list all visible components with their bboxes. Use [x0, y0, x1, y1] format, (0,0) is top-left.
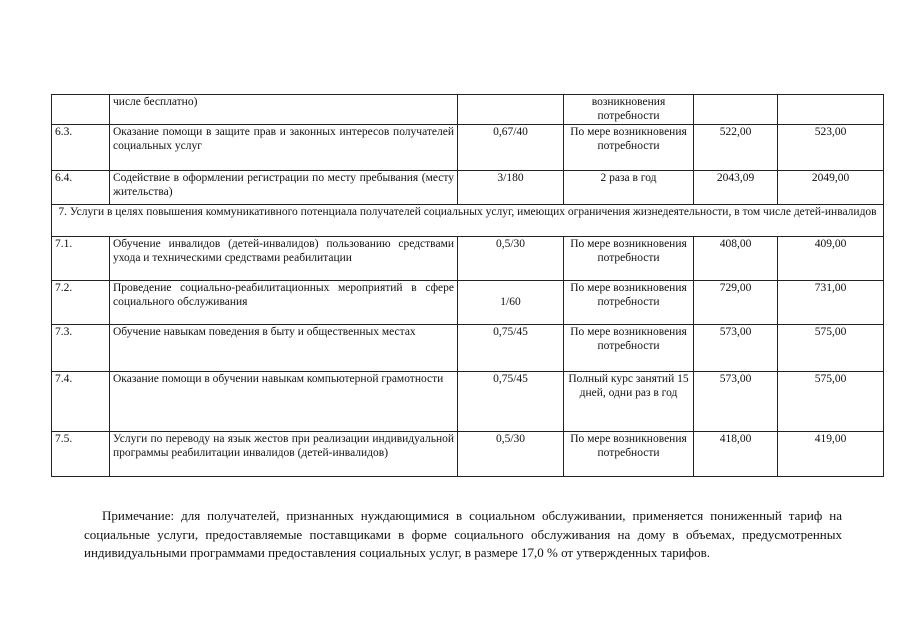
service-name: Оказание помощи в обучении навыкам компьютерной грамотности [110, 372, 458, 432]
table-row [52, 125, 884, 171]
service-period: 2 раза в год [564, 171, 694, 205]
service-volume-value: 1/60 [500, 296, 521, 308]
row-number: 6.3. [52, 125, 110, 171]
tariff-price-new: 2049,00 [778, 171, 884, 205]
service-name: Содействие в оформлении регистрации по месту пребывания (месту жительства) [110, 171, 458, 205]
table-row [52, 171, 884, 205]
service-name: Обучение инвалидов (детей-инвалидов) пользованию средствами ухода и техническими средствами реабилитации [110, 237, 458, 281]
tariff-price-new: 575,00 [778, 372, 884, 432]
section-title: 7. Услуги в целях повышения коммуникативного потенциала получателей социальных услуг, имеющих ограничения жизнедеятельности, в том числе детей-инвалидов [52, 205, 884, 237]
service-period: По мере возникновения потребности [564, 325, 694, 372]
tariff-price: 2043,09 [694, 171, 778, 205]
service-name: Услуги по переводу на язык жестов при реализации индивидуальной программы реабилитации инвалидов (детей-инвалидов) [110, 432, 458, 477]
row-number: 7.4. [52, 372, 110, 432]
table-row [52, 237, 884, 281]
service-volume: 0,75/45 [458, 325, 564, 372]
tariff-price: 408,00 [694, 237, 778, 281]
row-number: 7.2. [52, 281, 110, 325]
table-row [52, 95, 884, 125]
row-number [52, 95, 110, 125]
service-name: числе бесплатно) [110, 95, 458, 125]
row-number: 7.1. [52, 237, 110, 281]
service-name: Обучение навыкам поведения в быту и общественных местах [110, 325, 458, 372]
tariff-price: 418,00 [694, 432, 778, 477]
tariff-price [694, 95, 778, 125]
tariff-price-new: 419,00 [778, 432, 884, 477]
row-number: 6.4. [52, 171, 110, 205]
table-row [52, 281, 884, 325]
table-row [52, 432, 884, 477]
tariff-price-new: 575,00 [778, 325, 884, 372]
table-row [52, 325, 884, 372]
service-volume: 0,5/30 [458, 432, 564, 477]
tariff-price: 573,00 [694, 325, 778, 372]
service-name: Проведение социально-реабилитационных мероприятий в сфере социального обслуживания [110, 281, 458, 325]
service-name: Оказание помощи в защите прав и законных интересов получателей социальных услуг [110, 125, 458, 171]
tariff-table [51, 94, 884, 477]
service-period: По мере возникновения потребности [564, 125, 694, 171]
service-period: По мере возникновения потребности [564, 237, 694, 281]
service-period: По мере возникновения потребности [564, 281, 694, 325]
tariff-price-new: 731,00 [778, 281, 884, 325]
service-period: возникновения потребности [564, 95, 694, 125]
tariff-price-new [778, 95, 884, 125]
row-number: 7.5. [52, 432, 110, 477]
service-period: Полный курс занятий 15 дней, одни раз в год [564, 372, 694, 432]
tariff-price: 729,00 [694, 281, 778, 325]
table-row [52, 372, 884, 432]
tariff-price: 573,00 [694, 372, 778, 432]
service-volume: 0,75/45 [458, 372, 564, 432]
section-header-row [52, 205, 884, 237]
tariff-price-new: 523,00 [778, 125, 884, 171]
service-volume: 0,5/30 [458, 237, 564, 281]
footnote-paragraph: Примечание: для получателей, признанных нуждающимися в социальном обслуживании, применяется пониженный тариф на социальные услуги, предоставляемые поставщиками в форме социального обслуживания на дому в объемах, предусмотренных индивидуальными программами предоставления социальных услуг, в размере 17,0 % от утвержденных тарифов. [84, 508, 842, 560]
service-volume [458, 281, 564, 325]
service-volume: 3/180 [458, 171, 564, 205]
service-volume: 0,67/40 [458, 125, 564, 171]
tariff-price: 522,00 [694, 125, 778, 171]
tariff-price-new: 409,00 [778, 237, 884, 281]
row-number: 7.3. [52, 325, 110, 372]
service-period: По мере возникновения потребности [564, 432, 694, 477]
service-volume [458, 95, 564, 125]
